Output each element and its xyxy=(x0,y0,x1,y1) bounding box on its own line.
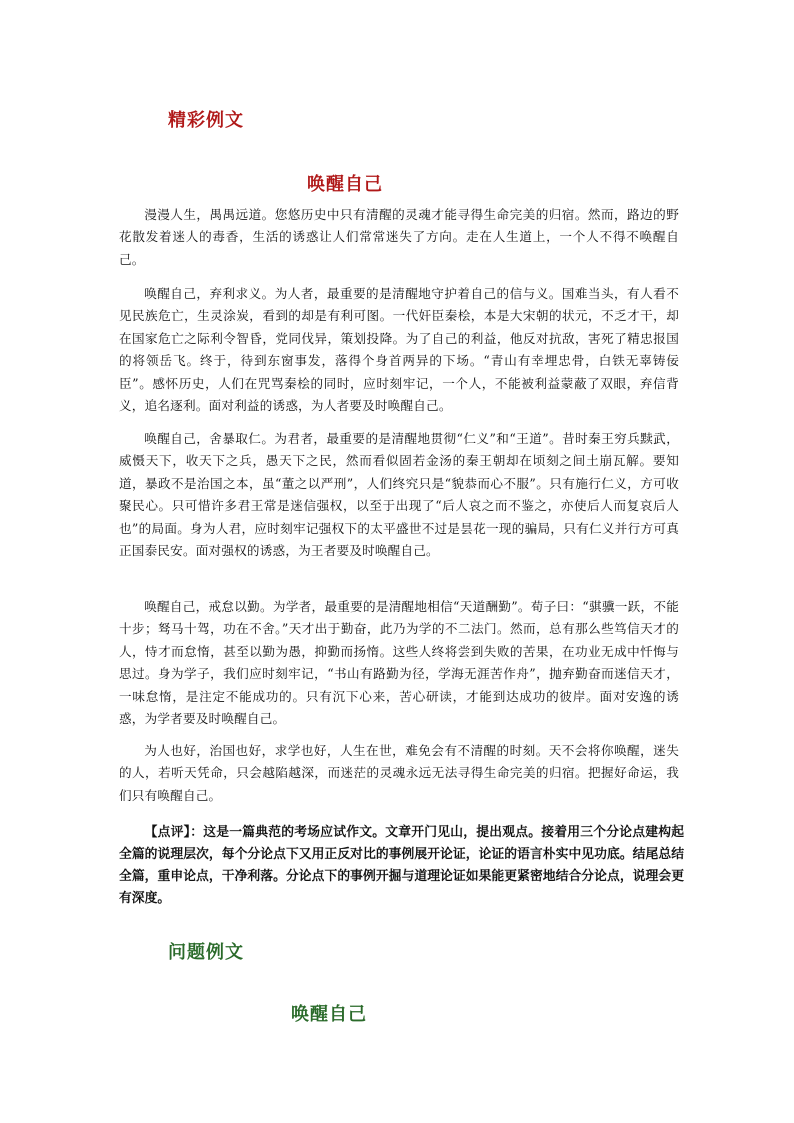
essay-title: 唤醒自己 xyxy=(307,174,383,195)
teacher-comment: 【点评】：这是一篇典范的考场应试作文。文章开门见山，提出观点。接着用三个分论点建构起全篇的说理层次，每个分论点下又用正反对比的事例展开论证，论证的语言朴实中见功底。结尾总结全篇，重申论点，干净利落。分论点下的事例开掘与道理论证如果能更紧密地结合分论点，说理会更有深度。 xyxy=(119,825,684,906)
problem-essay-title: 唤醒自己 xyxy=(291,1004,367,1025)
essay-paragraph-righteousness: 唤醒自己，弃利求义。为人者，最重要的是清醒地守护着自己的信与义。国难当头，有人看不见民族危亡，生灵涂炭，看到的却是有利可图。一代奸臣秦桧，本是大宋朝的状元，不乏才干，却在国家危亡之际利令智昏，党同伐异，策划投降。为了自己的利益，他反对抗敌，害死了精忠报国的将领岳飞。终于，待到东窗事发，落得个身首两异的下场。“青山有幸埋忠骨，白铁无辜铸佞臣”。感怀历史，人们在咒骂秦桧的同时，应时刻牢记，一个人，不能被利益蒙蔽了双眼，弃信背义，追名逐利。面对利益的诱惑，为人者要及时唤醒自己。 xyxy=(119,286,679,414)
essay-paragraph-diligence: 唤醒自己，戒怠以勤。为学者，最重要的是清醒地相信“天道酬勤”。荀子曰：“骐骥一跃，不能十步；驽马十驾，功在不舍。”天才出于勤奋，此乃为学的不二法门。然而，总有那么些笃信天才的人，恃才而怠惰，甚至以勤为愚，抑勤而扬惰。这些人终将尝到失败的苦果，在功业无成中忏悔与思过。身为学子，我们应时刻牢记，“书山有路勤为径，学海无涯苦作舟”，抛弃勤奋而迷信天才，一味怠惰，是注定不能成功的。只有沉下心来，苦心研读，才能到达成功的彼岸。面对安逸的诱惑，为学者要及时唤醒自己。 xyxy=(119,599,679,727)
essay-paragraph-conclusion: 为人也好，治国也好，求学也好，人生在世，难免会有不清醒的时刻。天不会将你唤醒，迷失的人，若听天凭命，只会越陷越深，而迷茫的灵魂永远无法寻得生命完美的归宿。把握好命运，我们只有唤醒自己。 xyxy=(119,743,679,803)
essay-paragraph-benevolence: 唤醒自己，舍暴取仁。为君者，最重要的是清醒地贯彻“仁义”和“王道”。昔时秦王穷兵黩武，威慑天下，收天下之兵，愚天下之民，然而看似固若金汤的秦王朝却在顷刻之间土崩瓦解。要知道，暴政不是治国之本，虽“董之以严刑”，人们终究只是“貌恭而心不服”。只有施行仁义，方可收聚民心。只可惜许多君王常是迷信强权，以至于出现了“后人哀之而不鉴之，亦使后人而复哀后人也”的局面。身为人君，应时刻牢记强权下的太平盛世不过是昙花一现的骗局，只有仁义并行方可真正国泰民安。面对强权的诱惑，为王者要及时唤醒自己。 xyxy=(119,431,679,559)
section-heading-problem: 问题例文 xyxy=(168,942,244,963)
section-heading-excellent: 精彩例文 xyxy=(168,110,244,131)
essay-paragraph-intro: 漫漫人生，禺禺远道。您悠历史中只有清醒的灵魂才能寻得生命完美的归宿。然而，路边的野花散发着迷人的毒香，生活的诱惑让人们常常迷失了方向。走在人生道上，一个人不得不唤醒自己。 xyxy=(119,207,679,267)
